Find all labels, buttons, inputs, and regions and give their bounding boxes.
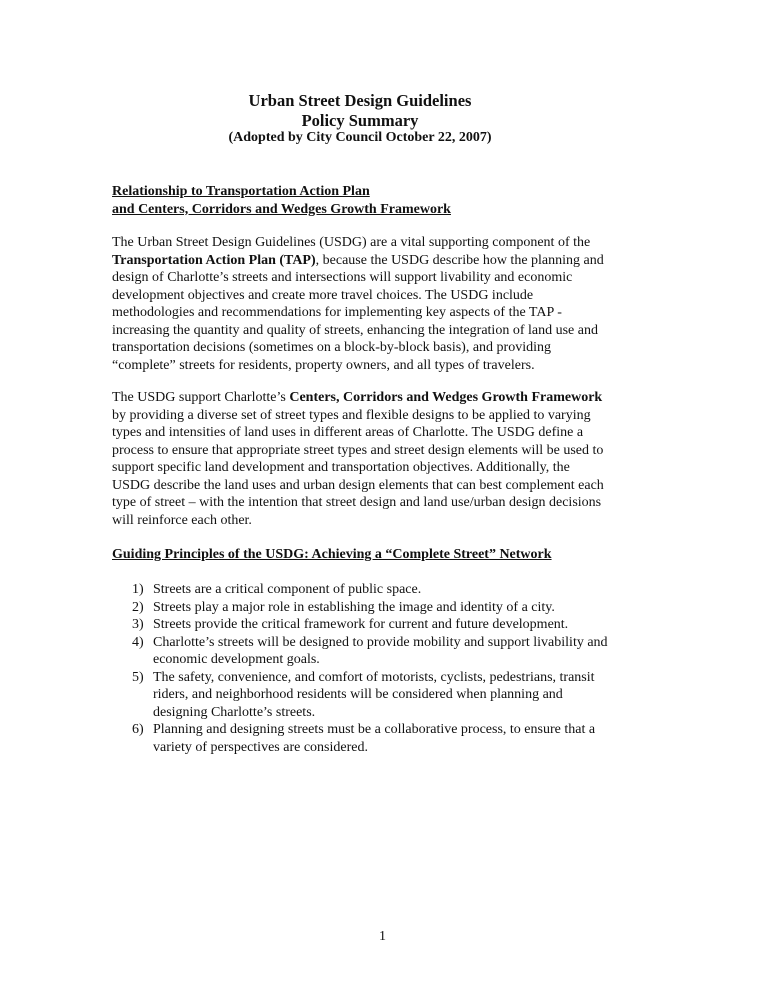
text-segment: types and intensities of land uses in different areas of Charlotte. The USDG define a: [112, 425, 584, 440]
list-text: [153, 669, 595, 722]
text-line: [112, 339, 604, 357]
text-segment: will reinforce each other.: [112, 512, 252, 528]
text-line: The safety, convenience, and comfort of motorists, cyclists, pedestrians, transit: [153, 669, 595, 685]
text-line: designing Charlotte’s streets.: [153, 704, 316, 720]
text-line: riders, and neighborhood residents will be considered when planning and: [153, 687, 563, 702]
text-segment: “complete” streets for residents, property owners, and all types of travelers.: [112, 357, 535, 373]
text-segment: The USDG support Charlotte’s: [112, 390, 290, 405]
text-line: [112, 304, 604, 322]
page-number: 1: [379, 929, 386, 944]
text-line: [112, 287, 604, 305]
text-segment: development objectives and create more travel choices. The USDG include: [112, 287, 534, 303]
text-segment: , because the USDG describe how the planning and: [315, 252, 604, 268]
text-line: [112, 459, 604, 477]
text-line: [112, 357, 604, 375]
text-segment: process to ensure that appropriate street types and street design elements will be used to: [112, 442, 604, 458]
text-line: [112, 269, 604, 287]
text-line: economic development goals.: [153, 652, 320, 667]
section-heading-guiding-principles: Guiding Principles of the USDG: Achieving a “Complete Street” Network: [112, 547, 552, 562]
section-heading-relationship: [112, 183, 451, 218]
bold-term: Centers, Corridors and Wedges Growth Framework: [289, 390, 603, 405]
paragraph-tap: [112, 234, 604, 374]
text-line: Streets play a major role in establishing the image and identity of a city.: [153, 599, 555, 615]
text-line: [112, 477, 604, 495]
list-text: [153, 634, 608, 669]
document-title: Urban Street Design Guidelines: [248, 91, 472, 110]
list-text: [153, 581, 421, 599]
text-segment: increasing the quantity and quality of streets, enhancing the integration of land use and: [112, 322, 598, 338]
text-segment: support specific land development and transportation objectives. Additionally, the: [112, 460, 570, 475]
text-segment: methodologies and recommendations for implementing key aspects of the TAP -: [112, 305, 562, 320]
paragraph-growth-framework: [112, 389, 604, 529]
text-line: [112, 442, 604, 460]
text-line: Streets are a critical component of public space.: [153, 582, 422, 597]
bold-term: Transportation Action Plan (TAP): [112, 252, 316, 268]
text-line: Charlotte’s streets will be designed to provide mobility and support livability and: [153, 634, 608, 650]
text-line: Planning and designing streets must be a collaborative process, to ensure that a: [153, 722, 596, 737]
text-segment: USDG describe the land uses and urban design elements that can best complement each: [112, 477, 604, 493]
document-subtitle: Policy Summary: [301, 111, 419, 130]
text-line: [112, 494, 604, 512]
list-text: [153, 616, 568, 634]
list-number: 3): [132, 617, 144, 632]
heading-line: Relationship to Transportation Action Plan: [112, 184, 370, 199]
text-segment: by providing a diverse set of street types and flexible designs to be applied to varying: [112, 407, 591, 423]
text-segment: type of street – with the intention that street design and land use/urban design decisions: [112, 495, 602, 510]
text-line: [112, 424, 604, 442]
list-number: 1): [132, 582, 144, 597]
text-line: [112, 512, 604, 530]
list-number: 5): [132, 669, 144, 685]
text-segment: design of Charlotte’s streets and intersections will support livability and economic: [112, 270, 573, 285]
text-line: [112, 322, 604, 340]
text-line: variety of perspectives are considered.: [153, 739, 368, 755]
text-line: [112, 407, 604, 425]
list-number: 6): [132, 722, 144, 737]
text-line: Streets provide the critical framework for current and future development.: [153, 617, 569, 632]
adoption-note: (Adopted by City Council October 22, 2007): [228, 130, 492, 145]
text-line: [112, 252, 604, 270]
text-segment: transportation decisions (sometimes on a block-by-block basis), and providing: [112, 340, 551, 355]
text-line: [112, 234, 604, 252]
list-number: 4): [132, 634, 144, 650]
list-number: 2): [132, 599, 144, 615]
list-text: [153, 721, 595, 756]
list-text: [153, 599, 555, 617]
heading-line: and Centers, Corridors and Wedges Growth Framework: [112, 201, 451, 217]
text-segment: The Urban Street Design Guidelines (USDG) are a vital supporting component of the: [112, 235, 591, 250]
text-line: [112, 389, 604, 407]
